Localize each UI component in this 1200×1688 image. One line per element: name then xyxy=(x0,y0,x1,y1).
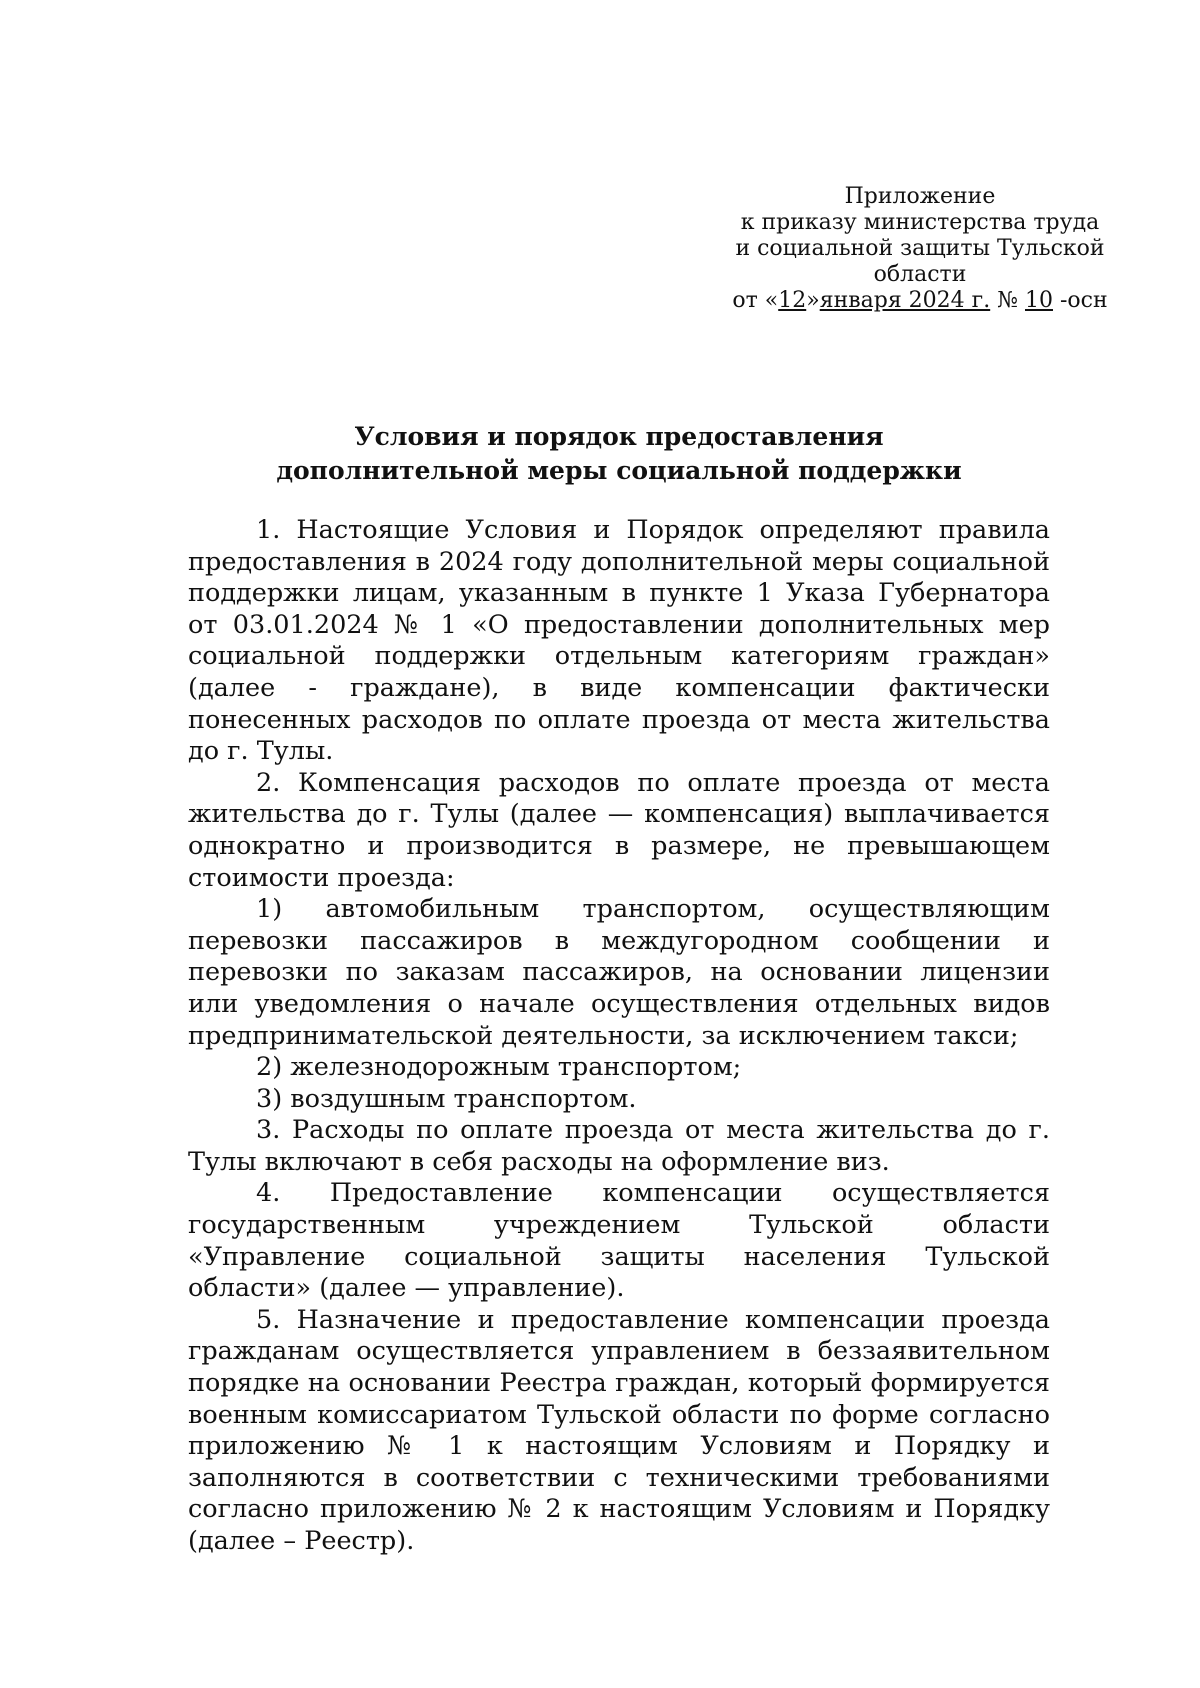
order-number: 10 xyxy=(1025,288,1053,313)
title-line-1: Условия и порядок предоставления xyxy=(354,422,884,451)
paragraph-2-item-1: 1) автомобильным транспортом, осуществляющим перевозки пассажиров в междугородном сообщении и перевозки по заказам пассажиров, на основании лицензии или уведомления о начале осуществления отдельных видов предпринимательской деятельности, за исключением такси; xyxy=(188,894,1050,1051)
paragraph-5: 5. Назначение и предоставление компенсации проезда гражданам осуществляется управлением в беззаявительном порядке на основании Реестра граждан, который формируется военным комиссариатом Тульской области по форме согласно приложению № 1 к настоящим Условиям и Порядку и заполняются в соответствии с техническими требованиями согласно приложению № 2 к настоящим Условиям и Порядку (далее – Реестр). xyxy=(188,1304,1050,1556)
paragraph-2: 2. Компенсация расходов по оплате проезда от места жительства до г. Тулы (далее — компенсация) выплачивается однократно и производится в размере, не превышающем стоимости проезда: xyxy=(188,767,1050,893)
appendix-date-line xyxy=(700,288,1140,314)
date-mid: » xyxy=(806,288,820,313)
paragraph-2-item-2: 2) железнодорожным транспортом; xyxy=(256,1052,742,1083)
appendix-order-line: к приказу министерства труда xyxy=(740,210,1100,235)
paragraph-3: 3. Расходы по оплате проезда от места жительства до г. Тулы включают в себя расходы на оформление виз. xyxy=(188,1115,1050,1177)
paragraph-2-item-3: 3) воздушным транспортом. xyxy=(256,1083,637,1114)
number-suffix: -осн xyxy=(1053,288,1108,313)
document-title xyxy=(188,420,1050,488)
date-month-year: января 2024 г. xyxy=(819,288,991,313)
date-day: 12 xyxy=(778,288,807,313)
date-prefix: от « xyxy=(732,288,779,313)
appendix-label: Приложение xyxy=(844,184,996,209)
paragraph-1: 1. Настоящие Условия и Порядок определяют правила предоставления в 2024 году дополнительной меры социальной поддержки лицам, указанным в пункте 1 Указа Губернатора от 03.01.2024 № 1 «О предоставлении дополнительных мер социальной поддержки отдельным категориям граждан» (далее - граждане), в виде компенсации фактически понесенных расходов по оплате проезда от места жительства до г. Тулы. xyxy=(188,515,1050,767)
document-body xyxy=(188,515,1050,1558)
appendix-header xyxy=(700,184,1140,314)
appendix-ministry-line: и социальной защиты Тульской области xyxy=(735,236,1105,287)
number-prefix: № xyxy=(990,288,1025,313)
title-line-2: дополнительной меры социальной поддержки xyxy=(276,456,962,485)
paragraph-4: 4. Предоставление компенсации осуществляется государственным учреждением Тульской области «Управление социальной защиты населения Тульской области» (далее — управление). xyxy=(188,1178,1050,1304)
